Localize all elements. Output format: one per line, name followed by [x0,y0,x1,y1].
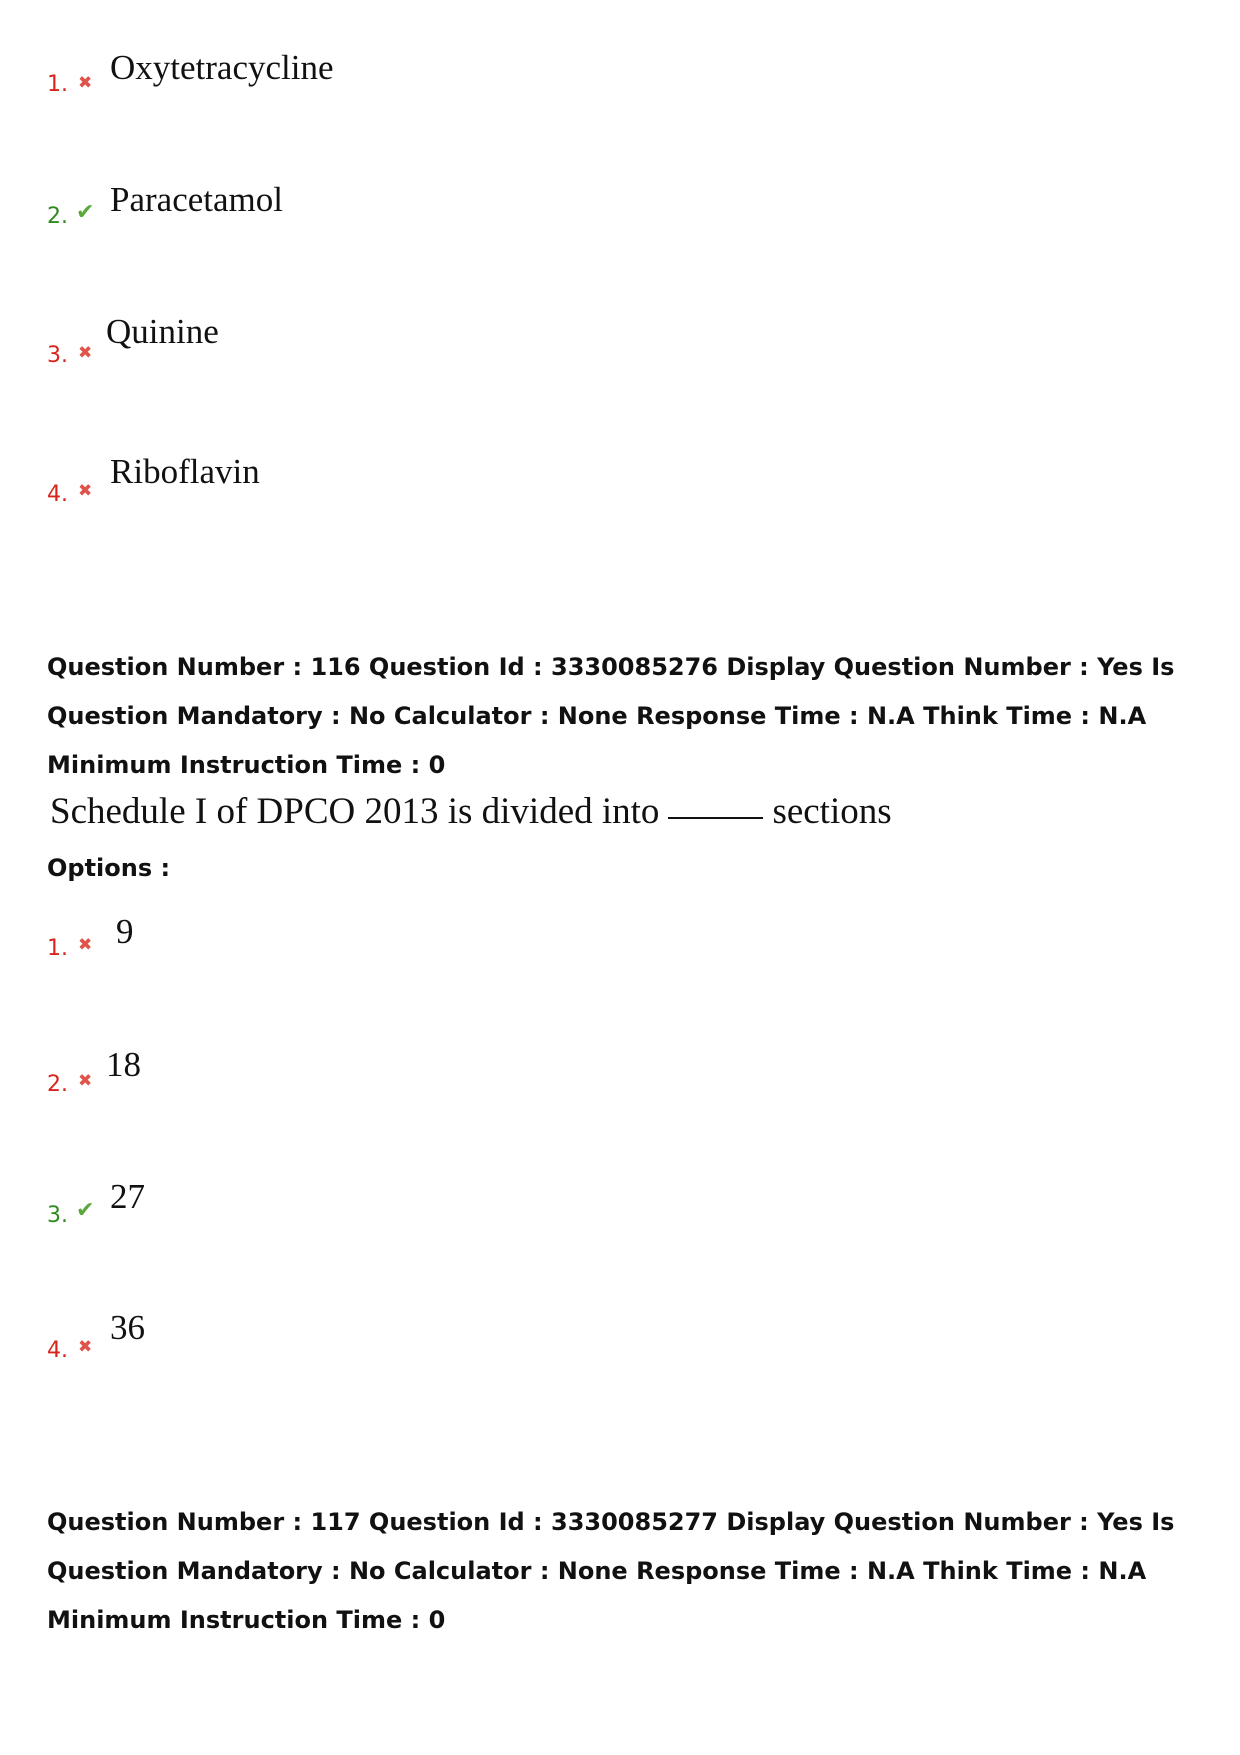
cross-icon: ✖ [78,1071,93,1091]
option-text: Paracetamol [110,180,283,219]
option-item [0,912,1240,992]
option-text: 27 [110,1177,145,1216]
option-number: 4. [47,1338,68,1363]
check-icon: ✔ [76,200,95,225]
cross-icon: ✖ [78,481,93,501]
cross-icon: ✖ [78,343,93,363]
option-item [0,452,1240,532]
option-item [0,1177,1240,1257]
cross-icon: ✖ [78,1337,93,1357]
answer-blank [668,817,763,819]
option-text: Quinine [106,312,219,351]
option-item [0,48,1240,128]
option-text: 9 [116,912,134,951]
option-number: 1. [47,936,68,961]
option-number: 4. [47,482,68,507]
check-icon: ✔ [76,1198,95,1223]
option-text: Riboflavin [110,452,260,491]
question-text-start: Schedule I of DPCO 2013 is divided into [50,791,660,832]
option-number: 3. [47,1203,68,1228]
option-number: 3. [47,343,68,368]
question-text [50,790,892,833]
question-text-end: sections [772,791,892,832]
options-label: Options : [47,854,171,882]
cross-icon: ✖ [78,73,93,93]
option-number: 2. [47,1072,68,1097]
option-item [0,1045,1240,1125]
option-item [0,1308,1240,1388]
option-text: 18 [106,1045,141,1084]
option-text: 36 [110,1308,145,1347]
question-meta: Question Number : 117 Question Id : 3330085277 Display Question Number : Yes Is Question Mandatory : No Calculator : None Response Time : N.A Think Time : N.A Minimum Instruction Time : 0 [47,1508,1175,1634]
option-item [0,180,1240,260]
question-meta: Question Number : 116 Question Id : 3330085276 Display Question Number : Yes Is Question Mandatory : No Calculator : None Response Time : N.A Think Time : N.A Minimum Instruction Time : 0 [47,653,1175,779]
option-text: Oxytetracycline [110,48,334,87]
option-item [0,312,1240,392]
option-number: 1. [47,72,68,97]
cross-icon: ✖ [78,935,93,955]
option-number: 2. [47,204,68,229]
